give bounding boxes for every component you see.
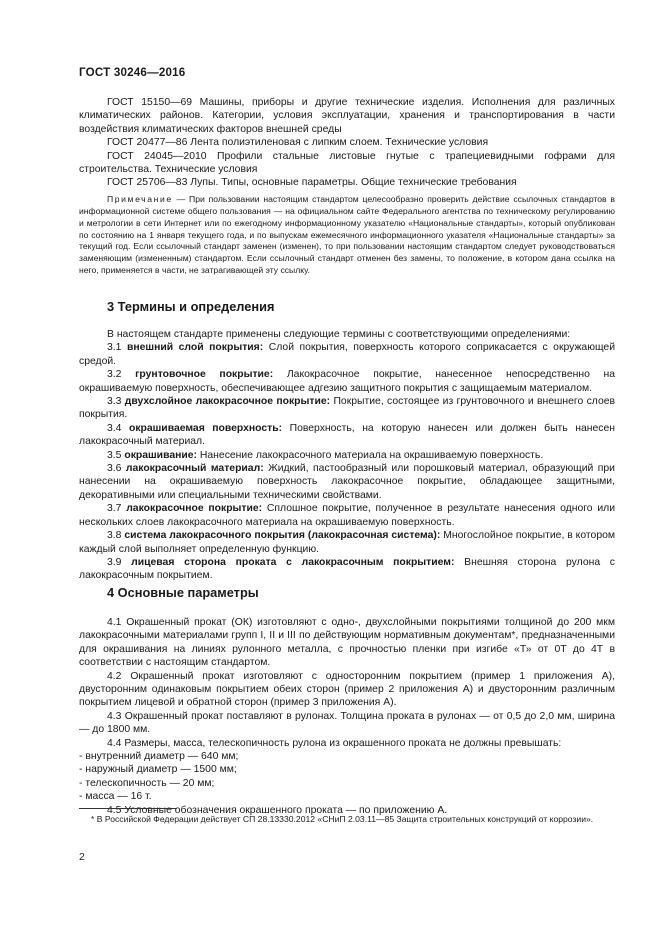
term-definition: Поверхность, на которую нанесен или должен быть нанесен лакокрасочный материал. [79,422,615,448]
clause-paragraph: 4.5 Условные обозначения окрашенного проката — по приложению А. [107,804,448,816]
note-text: — При пользовании настоящим стандартом целесообразно проверить действие ссылочных стандартов в информационной системе общего пользования — на официальном сайте Федерального агентства по техническому регулированию и метрологии в сети Интернет или по ежегодному информационному указателю «Национальные стандарты», который опубликован по состоянию на 1 января текущего года, и по выпускам ежемесячного информационного указателя «Национальные стандарты» за текущий год. Если ссылочный стандарт заменен (изменен), то при пользовании настоящим стандартом следует руководствоваться заменяющим (измененным) стандартом. Если ссылочный стандарт отменен без замены, то положение, в котором дана ссылка на него, применяется в части, не затрагивающей эту ссылку. [79,193,615,276]
term-name: окрашиваемая поверхность: [128,422,283,434]
term-definition: Покрытие, состоящее из грунтовочного и внешнего слоев покрытия. [79,396,616,421]
note-label: Примечание [107,193,173,204]
document-header: ГОСТ 30246—2016 [79,66,186,79]
list-item: - телескопичность — 20 мм; [79,777,215,789]
term-name: система лакокрасочного покрытия (лакокрасочная система): [124,530,441,542]
term-entry: 3.3 двухслойное лакокрасочное покрытие: Покрытие, состоящее из грунтовочного и внешнего слоев покрытия. [79,396,616,421]
term-definition: Внешняя сторона рулона с лакокрасочным покрытием. [79,556,616,582]
section-heading: 3 Термины и определения [107,299,275,314]
term-entry: 3.8 система лакокрасочного покрытия (лакокрасочная система): Многослойное покрытие, в котором каждый слой выполняет определенную функцию. [79,530,616,555]
clause-paragraph: 4.4 Размеры, масса, телескопичность рулона из окрашенного проката не должны превышать: [107,737,562,749]
term-definition: Слой покрытия, поверхность которого соприкасается с окружающей средой. [79,342,616,367]
section-parameters [79,585,615,817]
list-item: - внутренний диаметр — 640 мм; [79,751,239,763]
term-definition: Лакокрасочное покрытие, нанесенное непосредственно на окрашиваемую поверхность, обеспечивающее адгезию защитного покрытия с защищаемым материалом. [79,369,616,394]
term-definition: Многослойное покрытие, в котором каждый слой выполняет определенную функцию. [79,530,616,555]
term-name: двухслойное лакокрасочное покрытие: [124,396,331,408]
reference-item: ГОСТ 20477—86 Лента полиэтиленовая с липким слоем. Технические условия [107,137,489,149]
term-name: внешний слой покрытия: [126,342,264,354]
term-name: лакокрасочное покрытие: [126,503,263,515]
term-name: окрашивание: [124,449,197,461]
term-definition: Сплошное покрытие, полученное в результате нанесения одного или нескольких слоев лакокрасочного материала на окрашиваемую поверхность. [79,503,615,528]
clause-paragraph: 4.2 Окрашенный прокат изготовляют с односторонним покрытием (пример 1 приложения А), двусторонним одинаковым покрытием обеих сторон (пример 2 приложения А) и двусторонним различным покрытием лицевой и обратной сторон (пример 3 приложения А). [79,670,615,709]
clause-paragraph: 4.3 Окрашенный прокат поставляют в рулонах. Толщина проката в рулонах — от 0,5 до 2,0 мм, ширина — до 1800 мм. [79,710,615,736]
section-terms [79,299,615,583]
reference-note [79,194,615,277]
term-entry: 3.2 грунтовочное покрытие: Лакокрасочное покрытие, нанесенное непосредственно на окрашиваемую поверхность, обеспечивающее адгезию защитного покрытия с защищаемым материалом. [79,369,616,394]
term-entry: 3.6 лакокрасочный материал: Жидкий, пастообразный или порошковый материал, образующий при нанесении на окрашиваемую поверхность лакокрасочное покрытие, обладающее защитными, декоративными или специальными техническими свойствами. [79,463,615,501]
term-name: лакокрасочный материал: [125,463,264,475]
reference-item: ГОСТ 24045—2010 Профили стальные листовые гнутые с трапециевидными гофрами для строительства. Технические условия [79,150,615,176]
term-entry: 3.7 лакокрасочное покрытие: Сплошное покрытие, полученное в результате нанесения одного или нескольких слоев лакокрасочного материала на окрашиваемую поверхность. [79,503,615,528]
section-intro: В настоящем стандарте применены следующие термины с соответствующими определениями: [107,329,571,340]
term-definition: Жидкий, пастообразный или порошковый материал, образующий при нанесении на окрашиваемую поверхность лакокрасочное покрытие, обладающее защитными, декоративными или специальными техническими свойствами. [79,463,615,501]
footnote: * В Российской Федерации действует СП 28.13330.2012 «СНиП 2.03.11—85 Защита строительных конструкций от коррозии». [91,814,594,824]
term-name: лицевая сторона проката с лакокрасочным покрытием: [131,556,455,568]
page-number: 2 [79,852,85,863]
term-entry: 3.9 лицевая сторона проката с лакокрасочным покрытием: Внешняя сторона рулона с лакокрасочным покрытием. [79,556,616,582]
reference-item: ГОСТ 25706—83 Лупы. Типы, основные параметры. Общие технические требования [107,177,517,189]
term-definition: Нанесение лакокрасочного материала на окрашиваемую поверхность. [199,449,544,461]
term-entry: 3.1 внешний слой покрытия: Слой покрытия, поверхность которого соприкасается с окружающей средой. [79,342,616,367]
normative-references [79,96,615,277]
list-item: - наружный диаметр — 1500 мм; [79,764,237,776]
reference-item: ГОСТ 15150—69 Машины, приборы и другие технические изделия. Исполнения для различных климатических районов. Категории, условия эксплуатации, хранения и транспортирования в части воздействия климатических факторов внешней среды [79,97,615,135]
term-name: грунтовочное покрытие: [135,369,274,381]
term-entry: 3.4 окрашиваемая поверхность: Поверхность, на которую нанесен или должен быть нанесен лакокрасочный материал. [79,422,615,448]
section-heading: 4 Основные параметры [107,585,259,600]
list-item: - масса — 16 т. [79,791,152,803]
term-entry: 3.5 окрашивание: Нанесение лакокрасочного материала на окрашиваемую поверхность. [107,449,544,461]
footnote-divider [79,808,177,809]
clause-paragraph: 4.1 Окрашенный прокат (ОК) изготовляют с одно-, двухслойными покрытиями толщиной до 200 мкм лакокрасочными материалами групп I, II и III по действующим нормативным документам*, предназначенными для окрашивания на линиях рулонного металла, с прочностью пленки при изгибе «Т» от 0Т до 4Т в соответствии с настоящим стандартом. [79,617,615,669]
